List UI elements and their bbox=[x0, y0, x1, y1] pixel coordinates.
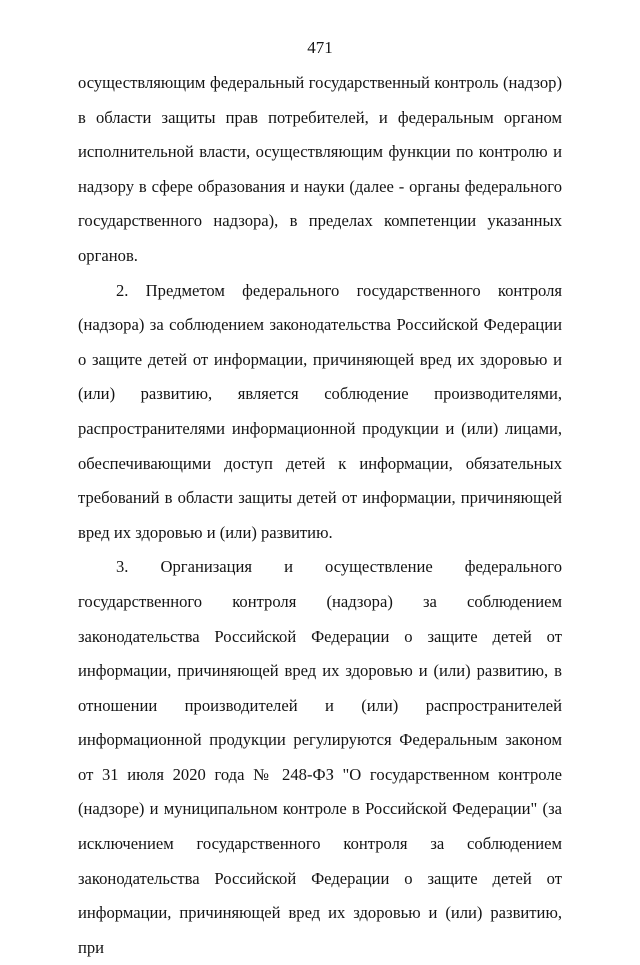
document-body bbox=[78, 66, 562, 965]
paragraph-item-3: 3. Организация и осуществление федерального государственного контроля (надзора) за соблюдением законодательства Российской Федерации о защите детей от информации, причиняющей вред их здоровью и (или) развитию, в отношении производителей и (или) распространителей информационной продукции регулируются Федеральным законом от 31 июля 2020 года № 248-ФЗ "О государственном контроле (надзоре) и муниципальном контроле в Российской Федерации" (за исключением государственного контроля за соблюдением законодательства Российской Федерации о защите детей от информации, причиняющей вред их здоровью и (или) развитию, при bbox=[78, 557, 562, 957]
paragraph-continuation: осуществляющим федеральный государственный контроль (надзор) в области защиты прав потребителей, и федеральным органом исполнительной власти, осуществляющим функции по контролю и надзору в сфере образования и науки (далее - органы федерального государственного надзора), в пределах компетенции указанных органов. bbox=[78, 73, 562, 265]
page-number: 471 bbox=[307, 38, 333, 57]
paragraph-item-2: 2. Предметом федерального государственного контроля (надзора) за соблюдением законодательства Российской Федерации о защите детей от информации, причиняющей вред их здоровью и (или) развитию, является соблюдение производителями, распространителями информационной продукции и (или) лицами, обеспечивающими доступ детей к информации, обязательных требований в области защиты детей от информации, причиняющей вред их здоровью и (или) развитию. bbox=[78, 280, 562, 542]
